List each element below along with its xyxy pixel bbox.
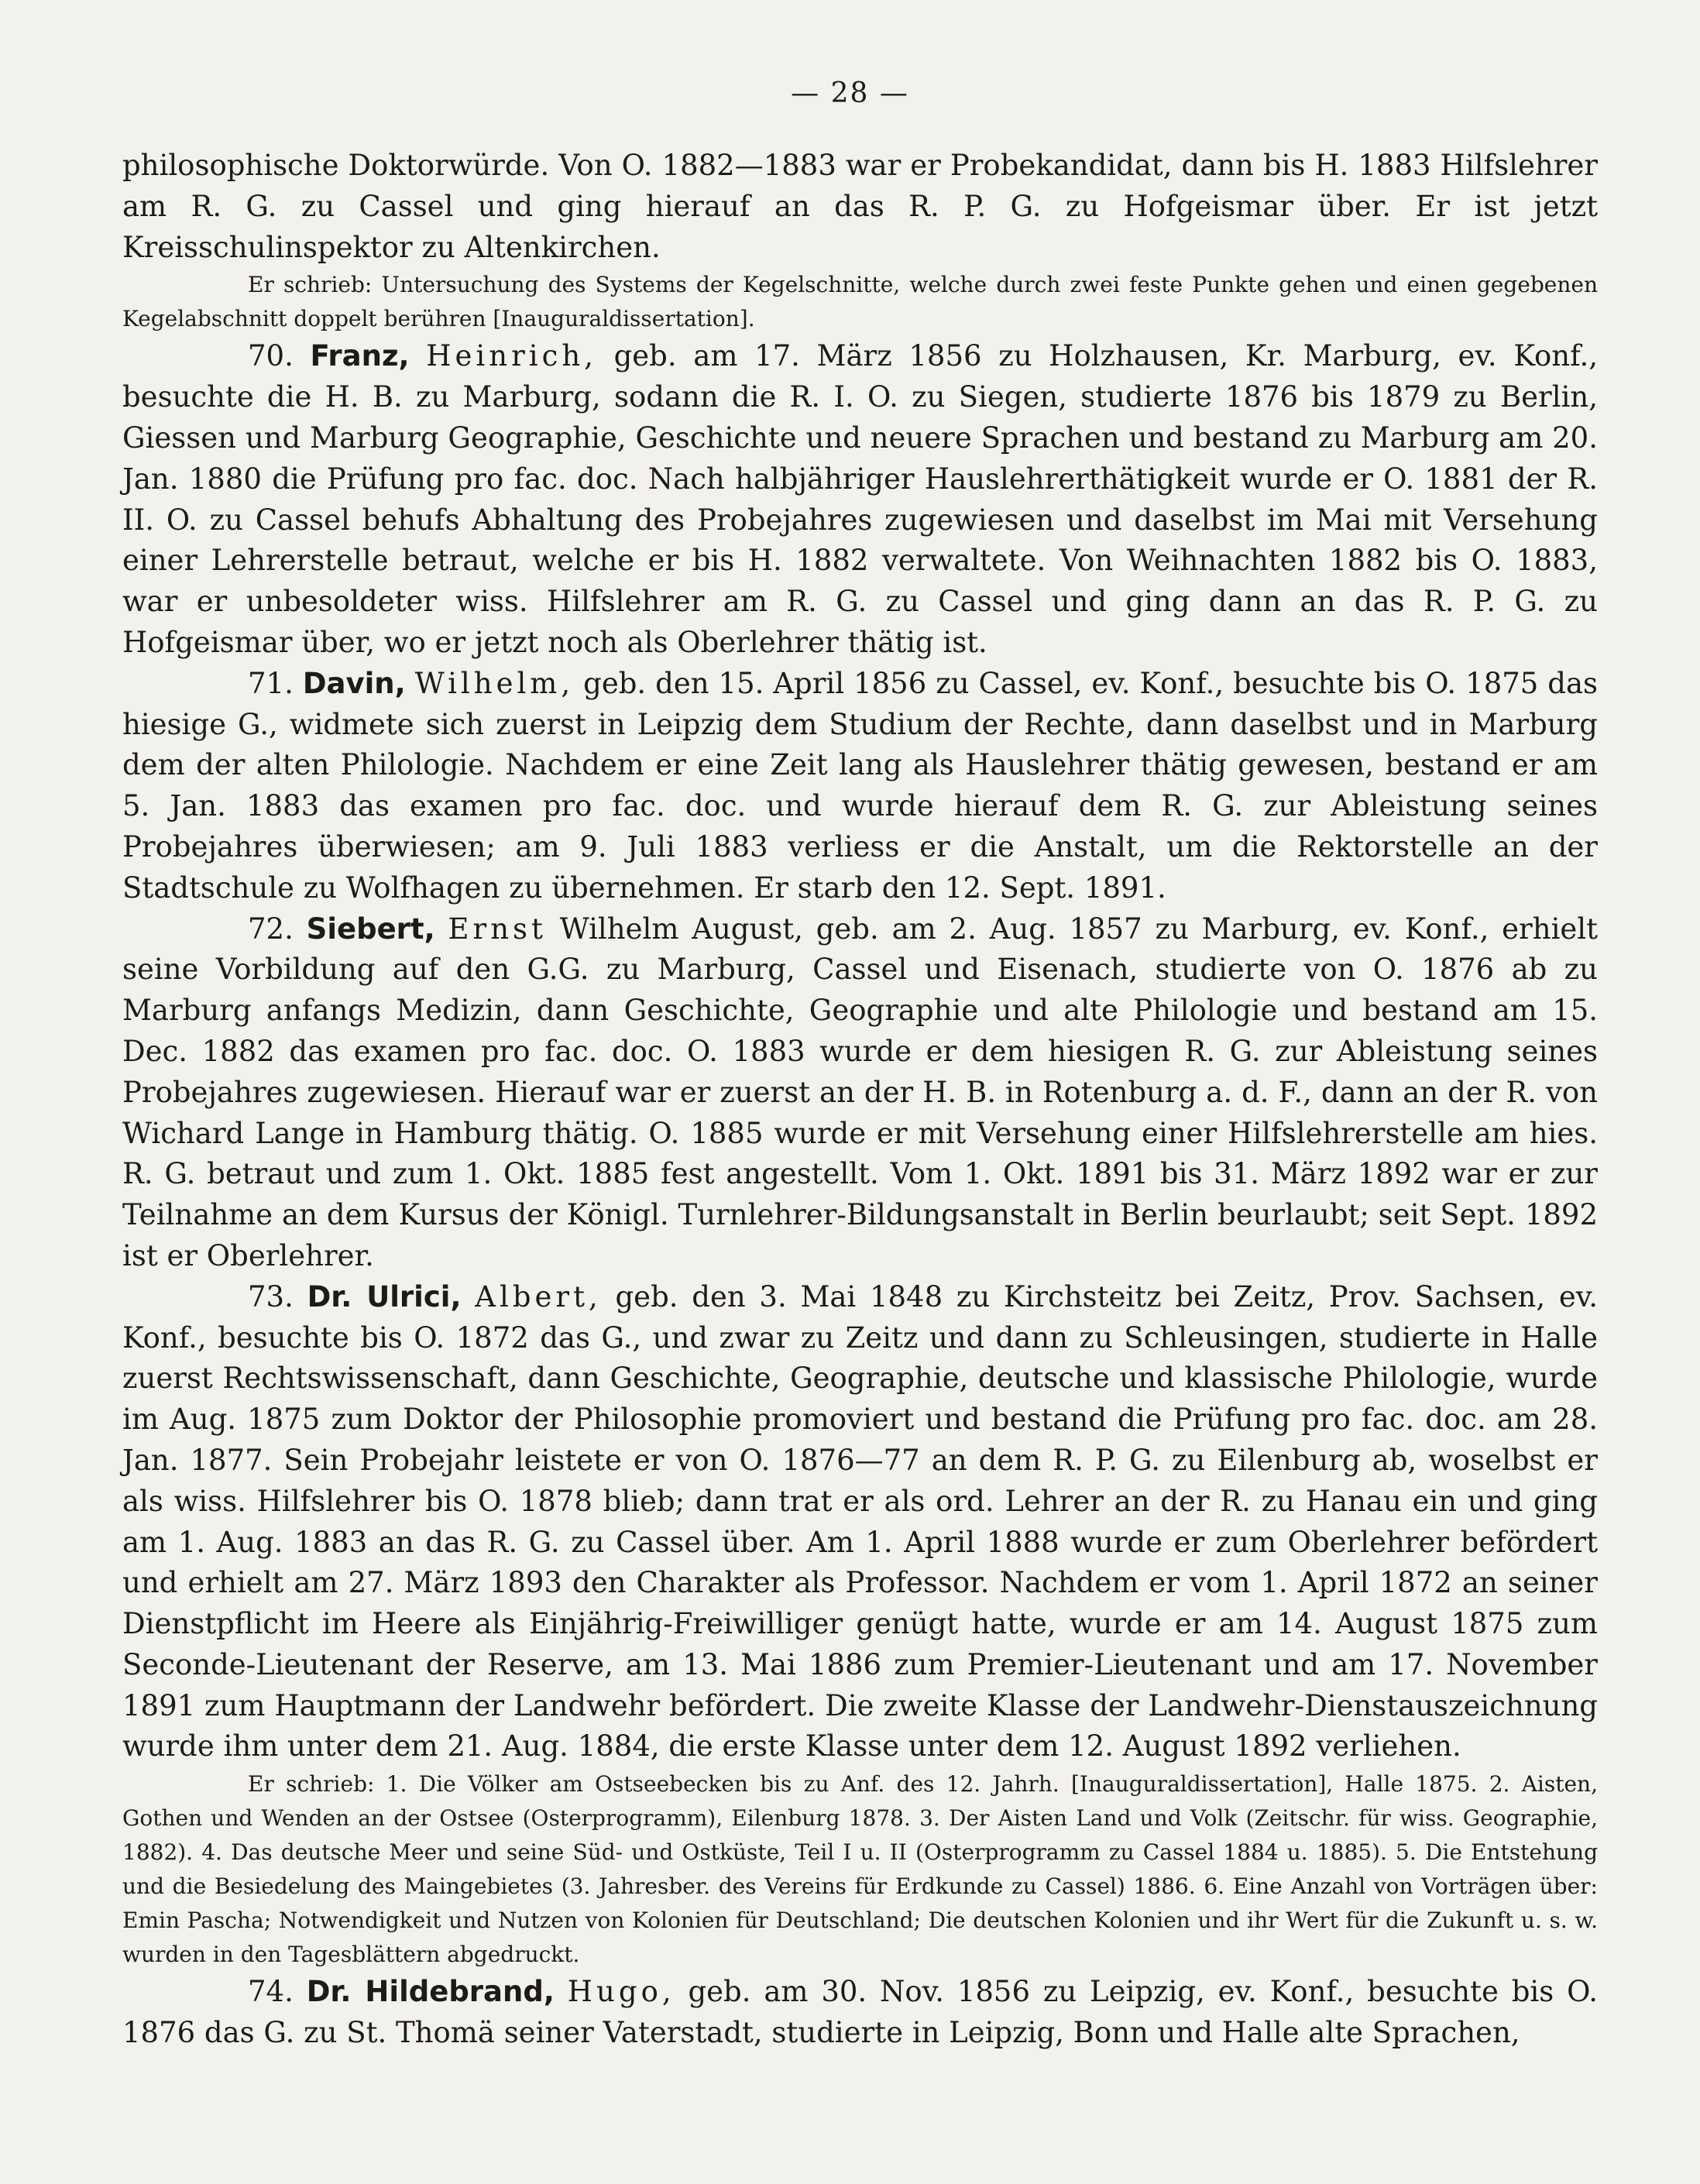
entry-name: Davin, [302, 666, 406, 700]
entry-text: geb. den 15. April 1856 zu Cassel, ev. Konf., besuchte bis O. 1875 das hiesige G., widmete sich zuerst in Leipzig dem Studium der Rechte, dann daselbst und in Marburg dem der alten Philologie. Nachdem er eine Zeit lang als Hauslehrer thätig gewesen, bestand er am 5. Jan. 1883 das examen pro fac. doc. und wurde hierauf dem R. G. zur Ableistung seines Probejahres überwiesen; am 9. Juli 1883 verliess er die Anstalt, um die Rektorstelle an der Stadtschule zu Wolfhagen zu übernehmen. Er starb den 12. Sept. 1891. [122, 666, 1599, 905]
page-number: — 28 — [791, 77, 909, 109]
paragraph-continuation [122, 146, 1598, 268]
entry-given-name: Albert, [475, 1279, 602, 1313]
entry-74 [122, 1972, 1598, 2054]
entry-number: 73. [248, 1279, 294, 1313]
paragraph-text: philosophische Doktorwürde. Von O. 1882—1883 war er Probekandidat, dann bis H. 1883 Hilfslehrer am R. G. zu Cassel und ging hierauf an das R. P. G. zu Hofgeismar über. Er ist jetzt Kreisschulinspektor zu Altenkirchen. [122, 149, 1598, 264]
entry-given-name: Heinrich, [426, 339, 597, 373]
entry-73 [122, 1277, 1598, 1768]
entry-name: Dr. Ulrici, [307, 1279, 462, 1313]
entry-number: 70. [248, 339, 294, 373]
entry-text: geb. am 17. März 1856 zu Holzhausen, Kr. Marburg, ev. Konf., besuchte die H. B. zu Marburg, sodann die R. I. O. zu Siegen, studierte 1876 bis 1879 zu Berlin, Giessen und Marburg Geographie, Geschichte und neuere Sprachen und bestand zu Marburg am 20. Jan. 1880 die Prüfung pro fac. doc. Nach halbjähriger Hauslehrerthätigkeit wurde er O. 1881 der R. II. O. zu Cassel behufs Abhaltung des Probejahres zugewiesen und daselbst im Mai mit Versehung einer Lehrerstelle betraut, welche er bis H. 1882 verwaltete. Von Weihnachten 1882 bis O. 1883, war er unbesoldeter wiss. Hilfslehrer am R. G. zu Cassel und ging dann an das R. P. G. zu Hofgeismar über, wo er jetzt noch als Oberlehrer thätig ist. [122, 339, 1599, 659]
entry-number: 71. [248, 666, 294, 700]
publication-note [122, 1767, 1598, 1972]
entry-72 [122, 909, 1598, 1277]
entry-70 [122, 336, 1598, 663]
entry-given-name: Hugo, [567, 1975, 675, 2009]
entry-given-name: Wilhelm, [414, 666, 575, 700]
entry-71 [122, 664, 1598, 909]
entry-given-name: Ernst [448, 912, 547, 946]
entry-name: Dr. Hildebrand, [306, 1975, 555, 2009]
entry-text: Wilhelm August, geb. am 2. Aug. 1857 zu Marburg, ev. Konf., erhielt seine Vorbildung auf den G.G. zu Marburg, Cassel und Eisenach, studierte von O. 1876 ab zu Marburg anfangs Medizin, dann Geschichte, Geographie und alte Philologie und bestand am 15. Dec. 1882 das examen pro fac. doc. O. 1883 wurde er dem hiesigen R. G. zur Ableistung seines Probejahres zugewiesen. Hierauf war er zuerst an der H. B. in Rotenburg a. d. F., dann an der R. von Wichard Lange in Hamburg thätig. O. 1885 wurde er mit Versehung einer Hilfslehrerstelle am hies. R. G. betraut und zum 1. Okt. 1885 fest angestellt. Vom 1. Okt. 1891 bis 31. März 1892 war er zur Teilnahme an dem Kursus der Königl. Turnlehrer-Bildungsanstalt in Berlin beurlaubt; seit Sept. 1892 ist er Oberlehrer. [122, 912, 1599, 1272]
entry-name: Siebert, [306, 912, 435, 946]
entry-text: geb. den 3. Mai 1848 zu Kirchsteitz bei Zeitz, Prov. Sachsen, ev. Konf., besuchte bis O. 1872 das G., und zwar zu Zeitz und dann zu Schleusingen, studierte in Halle zuerst Rechtswissenschaft, dann Geschichte, Geographie, deutsche und klassische Philologie, wurde im Aug. 1875 zum Doktor der Philosophie promoviert und bestand die Prüfung pro fac. doc. am 28. Jan. 1877. Sein Probejahr leistete er von O. 1876—77 an dem R. P. G. zu Eilenburg ab, woselbst er als wiss. Hilfslehrer bis O. 1878 blieb; dann trat er als ord. Lehrer an der R. zu Hanau ein und ging am 1. Aug. 1883 an das R. G. zu Cassel über. Am 1. April 1888 wurde er zum Oberlehrer befördert und erhielt am 27. März 1893 den Charakter als Professor. Nachdem er vom 1. April 1872 an seiner Dienstpflicht im Heere als Einjährig-Freiwilliger genügt hatte, wurde er am 14. August 1875 zum Seconde-Lieutenant der Reserve, am 13. Mai 1886 zum Premier-Lieutenant und am 17. November 1891 zum Hauptmann der Landwehr befördert. Die zweite Klasse der Landwehr-Dienstauszeichnung wurde ihm unter dem 21. Aug. 1884, die erste Klasse unter dem 12. August 1892 verliehen. [122, 1279, 1599, 1763]
entry-name: Franz, [310, 339, 410, 373]
note-text: Er schrieb: Untersuchung des Systems der Kegelschnitte, welche durch zwei feste Punkte gehen und einen gegebenen Kegelabschnitt doppelt berühren [Inauguraldissertation]. [122, 272, 1598, 332]
entry-number: 72. [248, 912, 294, 946]
page-content [122, 146, 1598, 2054]
note-text: Er schrieb: 1. Die Völker am Ostseebecken bis zu Anf. des 12. Jahrh. [Inauguraldissertation], Halle 1875. 2. Aisten, Gothen und Wenden an der Ostsee (Osterprogramm), Eilenburg 1878. 3. Der Aisten Land und Volk (Zeitschr. für wiss. Geographie, 1882). 4. Das deutsche Meer und seine Süd- und Ostküste, Teil I u. II (Osterprogramm zu Cassel 1884 u. 1885). 5. Die Entstehung und die Besiedelung des Maingebietes (3. Jahresber. des Vereins für Erdkunde zu Cassel) 1886. 6. Eine Anzahl von Vorträgen über: Emin Pascha; Notwendigkeit und Nutzen von Kolonien für Deutschland; Die deutschen Kolonien und ihr Wert für die Zukunft u. s. w. wurden in den Tagesblättern abgedruckt. [122, 1771, 1598, 1968]
entry-text: geb. am 30. Nov. 1856 zu Leipzig, ev. Konf., besuchte bis O. 1876 das G. zu St. Thomä seiner Vaterstadt, studierte in Leipzig, Bonn und Halle alte Sprachen, [122, 1975, 1599, 2050]
entry-number: 74. [248, 1975, 294, 2009]
publication-note [122, 268, 1598, 336]
